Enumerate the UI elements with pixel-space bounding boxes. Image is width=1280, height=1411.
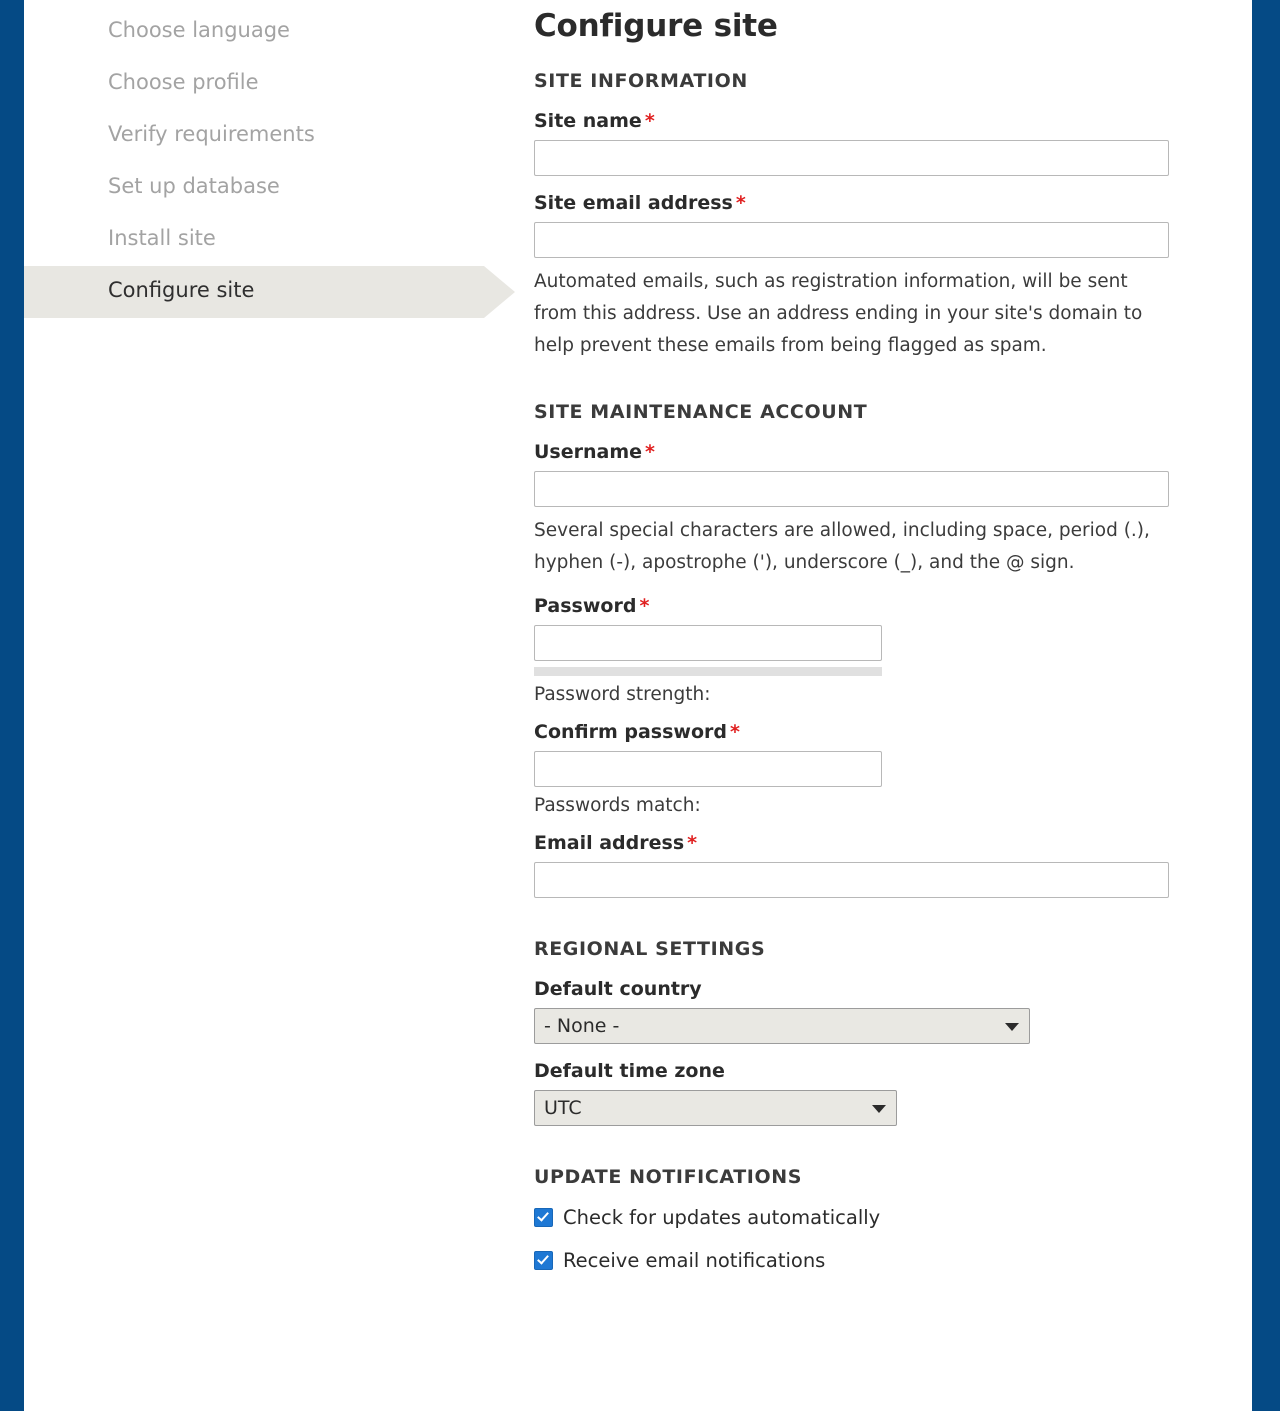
password-label-text: Password xyxy=(534,595,637,618)
email-address-label xyxy=(534,832,1194,854)
default-time-zone-select[interactable] xyxy=(534,1090,897,1126)
site-name-label xyxy=(534,110,1194,132)
field-default-time-zone xyxy=(534,1060,1194,1126)
field-username xyxy=(534,441,1194,579)
default-time-zone-select-wrap[interactable] xyxy=(534,1090,897,1126)
site-name-label-text: Site name xyxy=(534,110,642,132)
section-heading-update-notifications: UPDATE NOTIFICATIONS xyxy=(534,1166,802,1189)
task-install-site[interactable] xyxy=(24,214,484,266)
confirm-password-input[interactable] xyxy=(534,751,882,787)
password-input[interactable] xyxy=(534,625,882,661)
field-confirm-password xyxy=(534,721,1194,816)
install-task-list xyxy=(24,0,484,318)
section-regional-settings xyxy=(534,938,1194,1126)
task-verify-requirements[interactable] xyxy=(24,110,484,162)
field-email-address xyxy=(534,832,1194,898)
field-default-country xyxy=(534,978,1194,1044)
right-edge-band xyxy=(1252,0,1280,1411)
email-notifications-checkbox[interactable] xyxy=(534,1251,553,1270)
site-email-label xyxy=(534,192,1194,214)
default-country-select-wrap[interactable] xyxy=(534,1008,1030,1044)
required-marker: * xyxy=(730,721,740,744)
task-configure-site[interactable] xyxy=(24,266,484,318)
field-password xyxy=(534,595,1194,705)
username-label xyxy=(534,441,1194,463)
check-updates-label: Check for updates automatically xyxy=(563,1206,881,1230)
task-set-up-database[interactable] xyxy=(24,162,484,214)
page-title: Configure site xyxy=(534,8,778,44)
left-edge-band xyxy=(0,0,24,1411)
email-address-input[interactable] xyxy=(534,862,1169,898)
username-description: Several special characters are allowed, including space, period (.), hyphen (-), apostrophe ('), underscore (_), and the @ sign. xyxy=(534,520,1150,574)
section-heading-maintenance-account: SITE MAINTENANCE ACCOUNT xyxy=(534,401,868,424)
task-choose-language[interactable] xyxy=(24,6,484,58)
site-email-input[interactable] xyxy=(534,222,1169,258)
email-address-label-text: Email address xyxy=(534,832,685,855)
password-label xyxy=(534,595,1194,617)
section-site-maintenance-account xyxy=(534,401,1194,898)
site-name-input[interactable] xyxy=(534,140,1169,176)
task-label: Install site xyxy=(108,226,216,250)
field-site-name xyxy=(534,110,1194,176)
email-notifications-label: Receive email notifications xyxy=(563,1249,826,1273)
checkbox-row-check-updates[interactable] xyxy=(534,1206,1194,1229)
required-marker: * xyxy=(645,441,655,464)
task-label: Choose language xyxy=(108,18,290,42)
confirm-password-label-text: Confirm password xyxy=(534,721,728,744)
default-time-zone-label: Default time zone xyxy=(534,1060,725,1083)
task-label: Configure site xyxy=(108,278,255,302)
required-marker: * xyxy=(644,110,655,132)
username-label-text: Username xyxy=(534,441,643,464)
required-marker: * xyxy=(639,595,650,618)
username-input[interactable] xyxy=(534,471,1169,507)
field-site-email xyxy=(534,192,1194,361)
checkbox-row-email-notifications[interactable] xyxy=(534,1249,1194,1272)
required-marker: * xyxy=(687,832,698,855)
default-country-select[interactable] xyxy=(534,1008,1030,1044)
section-update-notifications xyxy=(534,1166,1194,1272)
content-panel xyxy=(24,0,1252,1411)
passwords-match-text: Passwords match: xyxy=(534,795,701,817)
configure-site-form xyxy=(534,0,1194,1312)
password-strength-bar xyxy=(534,667,882,676)
check-updates-checkbox[interactable] xyxy=(534,1208,553,1227)
section-heading-regional-settings: REGIONAL SETTINGS xyxy=(534,938,766,961)
section-heading-site-information: SITE INFORMATION xyxy=(534,70,748,92)
site-email-description: Automated emails, such as registration information, will be sent from this address. Use an address ending in your site's domain to help prevent these emails from being flagged as spam. xyxy=(534,271,1143,356)
default-country-label: Default country xyxy=(534,978,702,1001)
task-label: Choose profile xyxy=(108,70,259,94)
password-strength-text: Password strength: xyxy=(534,684,711,706)
site-email-label-text: Site email address xyxy=(534,192,733,214)
required-marker: * xyxy=(735,192,746,214)
task-choose-profile[interactable] xyxy=(24,58,484,110)
section-site-information xyxy=(534,70,1194,361)
confirm-password-label xyxy=(534,721,1194,743)
task-label: Verify requirements xyxy=(108,122,315,146)
task-label: Set up database xyxy=(108,174,280,198)
